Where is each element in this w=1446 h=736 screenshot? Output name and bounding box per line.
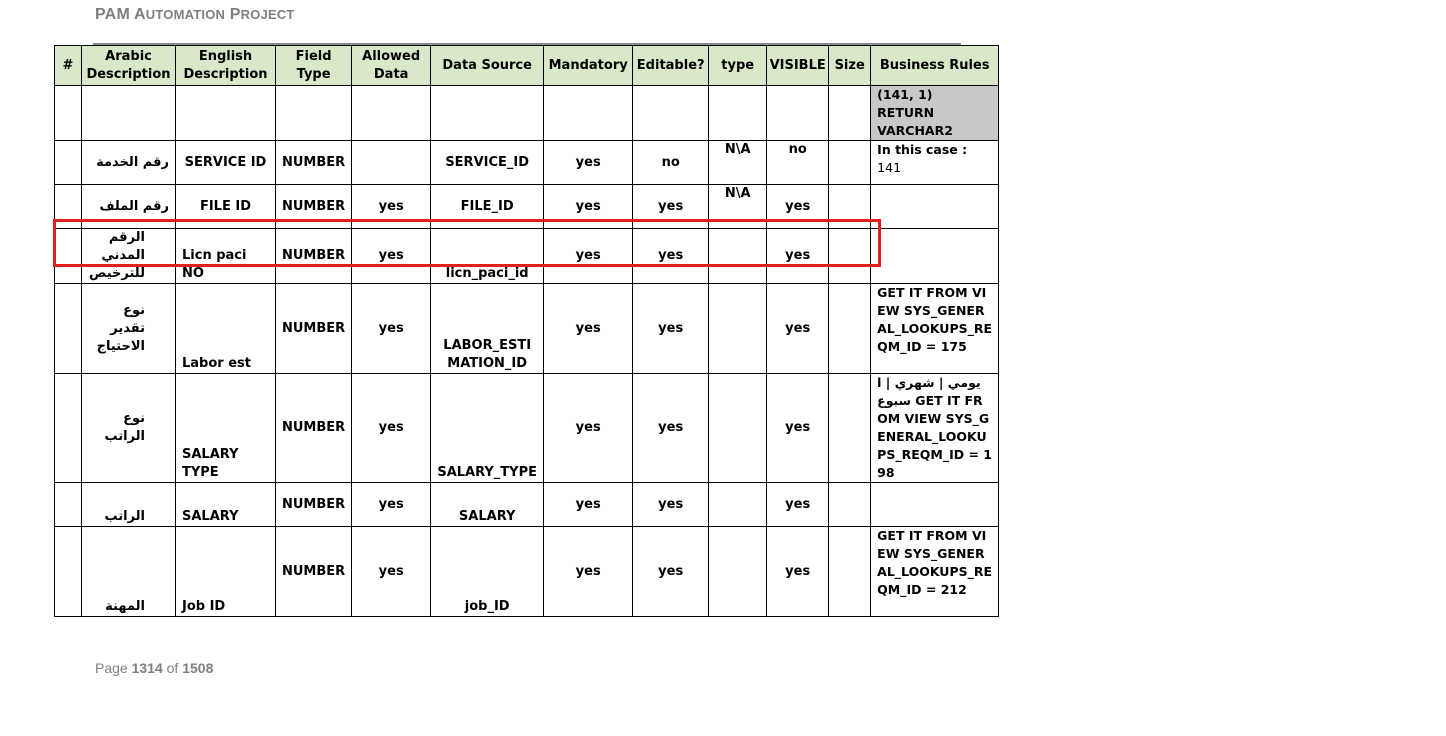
cell-field-type: NUMBER [276, 374, 352, 483]
cell-visible: yes [767, 284, 829, 374]
cell-editable: yes [633, 374, 709, 483]
cell-english: Labor est [176, 284, 276, 374]
cell-editable: no [633, 141, 709, 185]
cell-business-rules: GET IT FROM VIEW SYS_GENERAL_LOOKUPS_REQM_ID = 212 [871, 527, 999, 617]
cell-editable: yes [633, 527, 709, 617]
page-of: of [166, 660, 179, 676]
cell-editable: yes [633, 483, 709, 527]
cell-arabic [82, 86, 176, 141]
cell-english: SALARY [176, 483, 276, 527]
cell-source [431, 86, 544, 141]
cell-english: FILE ID [176, 185, 276, 229]
cell-arabic: المهنة [82, 527, 176, 617]
cell-type: N\A [709, 141, 767, 185]
cell-allowed [352, 86, 431, 141]
cell-num [55, 86, 82, 141]
table-row [55, 374, 999, 483]
cell-allowed: yes [352, 527, 431, 617]
cell-num [55, 374, 82, 483]
cell-mandatory [544, 86, 633, 141]
col-header-field-type: Field Type [276, 46, 352, 86]
col-header-mandatory: Mandatory [544, 46, 633, 86]
cell-field-type [276, 86, 352, 141]
cell-visible: yes [767, 229, 829, 284]
cell-arabic: رقم الملف [82, 185, 176, 229]
cell-arabic: رقم الخدمة [82, 141, 176, 185]
cell-mandatory: yes [544, 284, 633, 374]
cell-type [709, 483, 767, 527]
cell-allowed: yes [352, 483, 431, 527]
col-header-data-source: Data Source [431, 46, 544, 86]
cell-size [829, 374, 871, 483]
cell-english: SERVICE ID [176, 141, 276, 185]
cell-business-rules [871, 229, 999, 284]
cell-business-rules [871, 86, 999, 141]
page-current: 1314 [131, 660, 163, 676]
col-header-editable: Editable? [633, 46, 709, 86]
table-header-row [55, 46, 999, 86]
cell-source: licn_paci_id [431, 229, 544, 284]
cell-editable [633, 86, 709, 141]
cell-editable: yes [633, 185, 709, 229]
col-header-visible: VISIBLE [767, 46, 829, 86]
cell-allowed [352, 141, 431, 185]
cell-mandatory: yes [544, 185, 633, 229]
cell-source: job_ID [431, 527, 544, 617]
rules-highlighted-text: (141, 1) RETURN VARCHAR2 [870, 86, 998, 140]
cell-arabic: الراتب [82, 483, 176, 527]
table-row [55, 483, 999, 527]
cell-mandatory: yes [544, 374, 633, 483]
table-row [55, 86, 999, 141]
cell-english: Licn paci NO [176, 229, 276, 284]
cell-visible: yes [767, 374, 829, 483]
cell-mandatory: yes [544, 527, 633, 617]
cell-source: SERVICE_ID [431, 141, 544, 185]
cell-english: Job ID [176, 527, 276, 617]
cell-size [829, 284, 871, 374]
cell-visible: yes [767, 185, 829, 229]
page-number [95, 660, 213, 676]
cell-type [709, 86, 767, 141]
rules-value: 141 [877, 160, 902, 175]
cell-size [829, 527, 871, 617]
cell-arabic: نوع تقدير الاحتياج [82, 284, 176, 374]
rules-prefix: In this case : [877, 142, 968, 157]
col-header-allowed-data: Allowed Data [352, 46, 431, 86]
cell-field-type: NUMBER [276, 483, 352, 527]
col-header-size: Size [829, 46, 871, 86]
cell-allowed: yes [352, 185, 431, 229]
cell-business-rules [871, 141, 999, 185]
cell-field-type: NUMBER [276, 141, 352, 185]
cell-size [829, 483, 871, 527]
cell-business-rules [871, 483, 999, 527]
col-header-business-rules: Business Rules [871, 46, 999, 86]
col-header-arabic: Arabic Description [82, 46, 176, 86]
cell-field-type: NUMBER [276, 527, 352, 617]
cell-visible: yes [767, 483, 829, 527]
cell-allowed: yes [352, 229, 431, 284]
table-row [55, 284, 999, 374]
cell-english: SALARY TYPE [176, 374, 276, 483]
cell-num [55, 284, 82, 374]
cell-size [829, 141, 871, 185]
cell-arabic: الرقم المدني للترخيص [82, 229, 176, 284]
col-header-num: # [55, 46, 82, 86]
cell-num [55, 527, 82, 617]
cell-business-rules: GET IT FROM VIEW SYS_GENERAL_LOOKUPS_REQM_ID = 175 [871, 284, 999, 374]
cell-allowed: yes [352, 374, 431, 483]
page-total: 1508 [182, 660, 214, 676]
cell-source: LABOR_ESTIMATION_ID [431, 284, 544, 374]
cell-arabic: نوع الراتب [82, 374, 176, 483]
cell-type [709, 284, 767, 374]
cell-editable: yes [633, 284, 709, 374]
table-row [55, 527, 999, 617]
cell-type [709, 527, 767, 617]
cell-source: FILE_ID [431, 185, 544, 229]
cell-type [709, 374, 767, 483]
cell-num [55, 483, 82, 527]
cell-visible [767, 86, 829, 141]
highlight-box [53, 219, 881, 267]
cell-field-type: NUMBER [276, 185, 352, 229]
col-header-type: type [709, 46, 767, 86]
cell-mandatory: yes [544, 229, 633, 284]
cell-editable: yes [633, 229, 709, 284]
cell-allowed: yes [352, 284, 431, 374]
cell-type: N\A [709, 185, 767, 229]
document-header [95, 6, 295, 24]
cell-source: SALARY [431, 483, 544, 527]
field-spec-table [54, 45, 999, 617]
header-word-project: PROJECT [229, 6, 295, 23]
cell-field-type: NUMBER [276, 229, 352, 284]
cell-size [829, 86, 871, 141]
cell-num [55, 141, 82, 185]
page-prefix: Page [95, 660, 128, 676]
cell-visible: no [767, 141, 829, 185]
cell-visible: yes [767, 527, 829, 617]
cell-mandatory: yes [544, 141, 633, 185]
col-header-english: English Description [176, 46, 276, 86]
cell-field-type: NUMBER [276, 284, 352, 374]
header-word-pam: PAM [95, 6, 130, 23]
table-row [55, 141, 999, 185]
header-word-automation: AUTOMATION [134, 6, 226, 23]
cell-english [176, 86, 276, 141]
cell-business-rules: يومي | شهري | اسبوع GET IT FROM VIEW SYS_GENERAL_LOOKUPS_REQM_ID = 198 [871, 374, 999, 483]
cell-source: SALARY_TYPE [431, 374, 544, 483]
cell-mandatory: yes [544, 483, 633, 527]
cell-business-rules [871, 185, 999, 229]
